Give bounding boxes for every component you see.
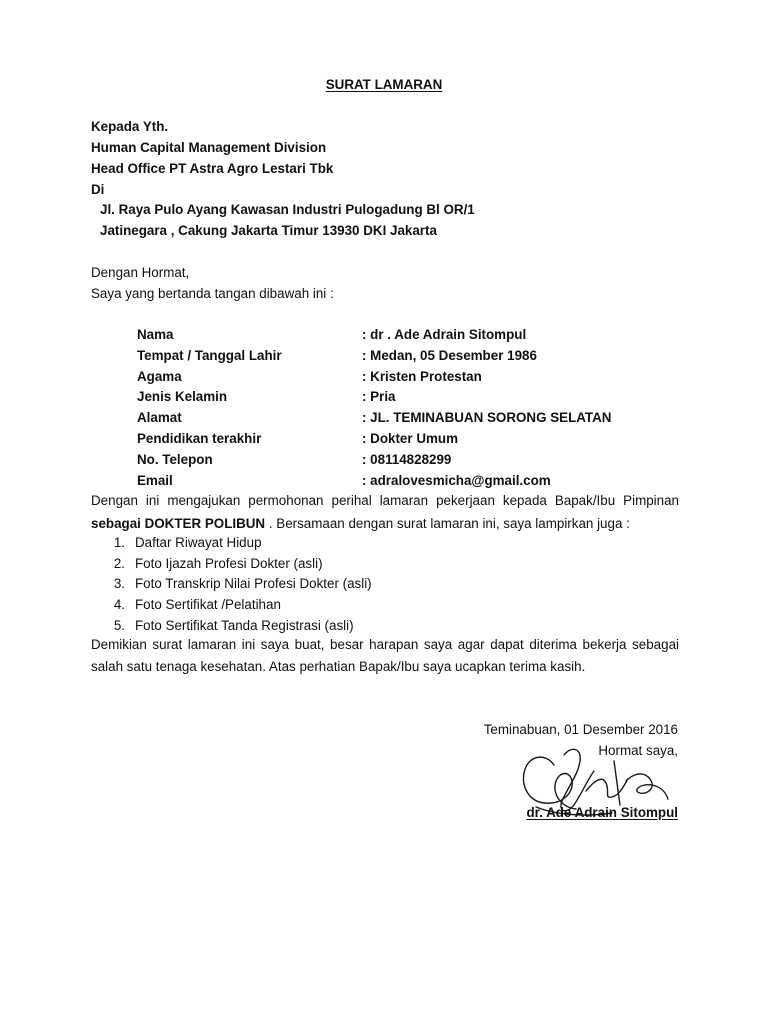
field-label: Jenis Kelamin — [137, 389, 228, 404]
recipient-address-line2: Jatinegara , Cakung Jakarta Timur 13930 DKI Jakarta — [100, 223, 437, 238]
field-label: Tempat / Tanggal Lahir — [137, 348, 282, 363]
field-label: Alamat — [137, 410, 182, 425]
field-value: : adralovesmicha@gmail.com — [362, 473, 551, 488]
list-number: 5. — [113, 618, 125, 633]
opening-salutation: Dengan Hormat, — [91, 265, 190, 280]
list-number: 2. — [113, 556, 125, 571]
field-value: : Kristen Protestan — [362, 369, 482, 384]
list-text: Foto Transkrip Nilai Profesi Dokter (asli) — [135, 576, 372, 591]
field-value: : Pria — [362, 389, 396, 404]
field-label: Agama — [137, 369, 182, 384]
recipient-di: Di — [91, 182, 105, 197]
field-label: Pendidikan terakhir — [137, 431, 262, 446]
field-value: : dr . Ade Adrain Sitompul — [362, 327, 527, 342]
application-line2 — [91, 516, 630, 532]
closing-line1: Demikian surat lamaran ini saya buat, besar harapan saya agar dapat diterima bekerja sebagai — [91, 637, 679, 652]
field-label: No. Telepon — [137, 452, 213, 467]
list-number: 4. — [113, 597, 125, 612]
recipient-division: Human Capital Management Division — [91, 140, 327, 155]
list-text: Daftar Riwayat Hidup — [135, 535, 262, 550]
recipient-greeting: Kepada Yth. — [91, 119, 169, 134]
place-date: Teminabuan, 01 Desember 2016 — [483, 722, 678, 737]
list-text: Foto Ijazah Profesi Dokter (asli) — [135, 556, 323, 571]
list-text: Foto Sertifikat /Pelatihan — [135, 597, 281, 612]
list-number: 1. — [113, 535, 125, 550]
application-line1: Dengan ini mengajukan permohonan perihal lamaran pekerjaan kepada Bapak/Ibu Pimpinan — [91, 493, 679, 508]
list-text: Foto Sertifikat Tanda Registrasi (asli) — [135, 618, 354, 633]
closing-line2: salah satu tenaga kesehatan. Atas perhatian Bapak/Ibu saya ucapkan terima kasih. — [91, 659, 586, 674]
field-label: Nama — [137, 327, 174, 342]
letter-title: SURAT LAMARAN — [325, 77, 443, 92]
field-value: : Medan, 05 Desember 1986 — [362, 348, 537, 363]
field-value: : JL. TEMINABUAN SORONG SELATAN — [362, 410, 612, 425]
intro-text: Saya yang bertanda tangan dibawah ini : — [91, 286, 334, 301]
signer-name: dr. Ade Adrain Sitompul — [526, 805, 678, 820]
field-value: : Dokter Umum — [362, 431, 458, 446]
recipient-company: Head Office PT Astra Agro Lestari Tbk — [91, 161, 334, 176]
regards: Hormat saya, — [598, 743, 678, 758]
field-label: Email — [137, 473, 173, 488]
recipient-address-line1: Jl. Raya Pulo Ayang Kawasan Industri Pulogadung Bl OR/1 — [100, 202, 475, 217]
list-number: 3. — [113, 576, 125, 591]
position-applied: sebagai DOKTER POLIBUN — [91, 516, 266, 531]
field-value: : 08114828299 — [362, 452, 452, 467]
application-rest: . Bersamaan dengan surat lamaran ini, saya lampirkan juga : — [265, 516, 630, 531]
